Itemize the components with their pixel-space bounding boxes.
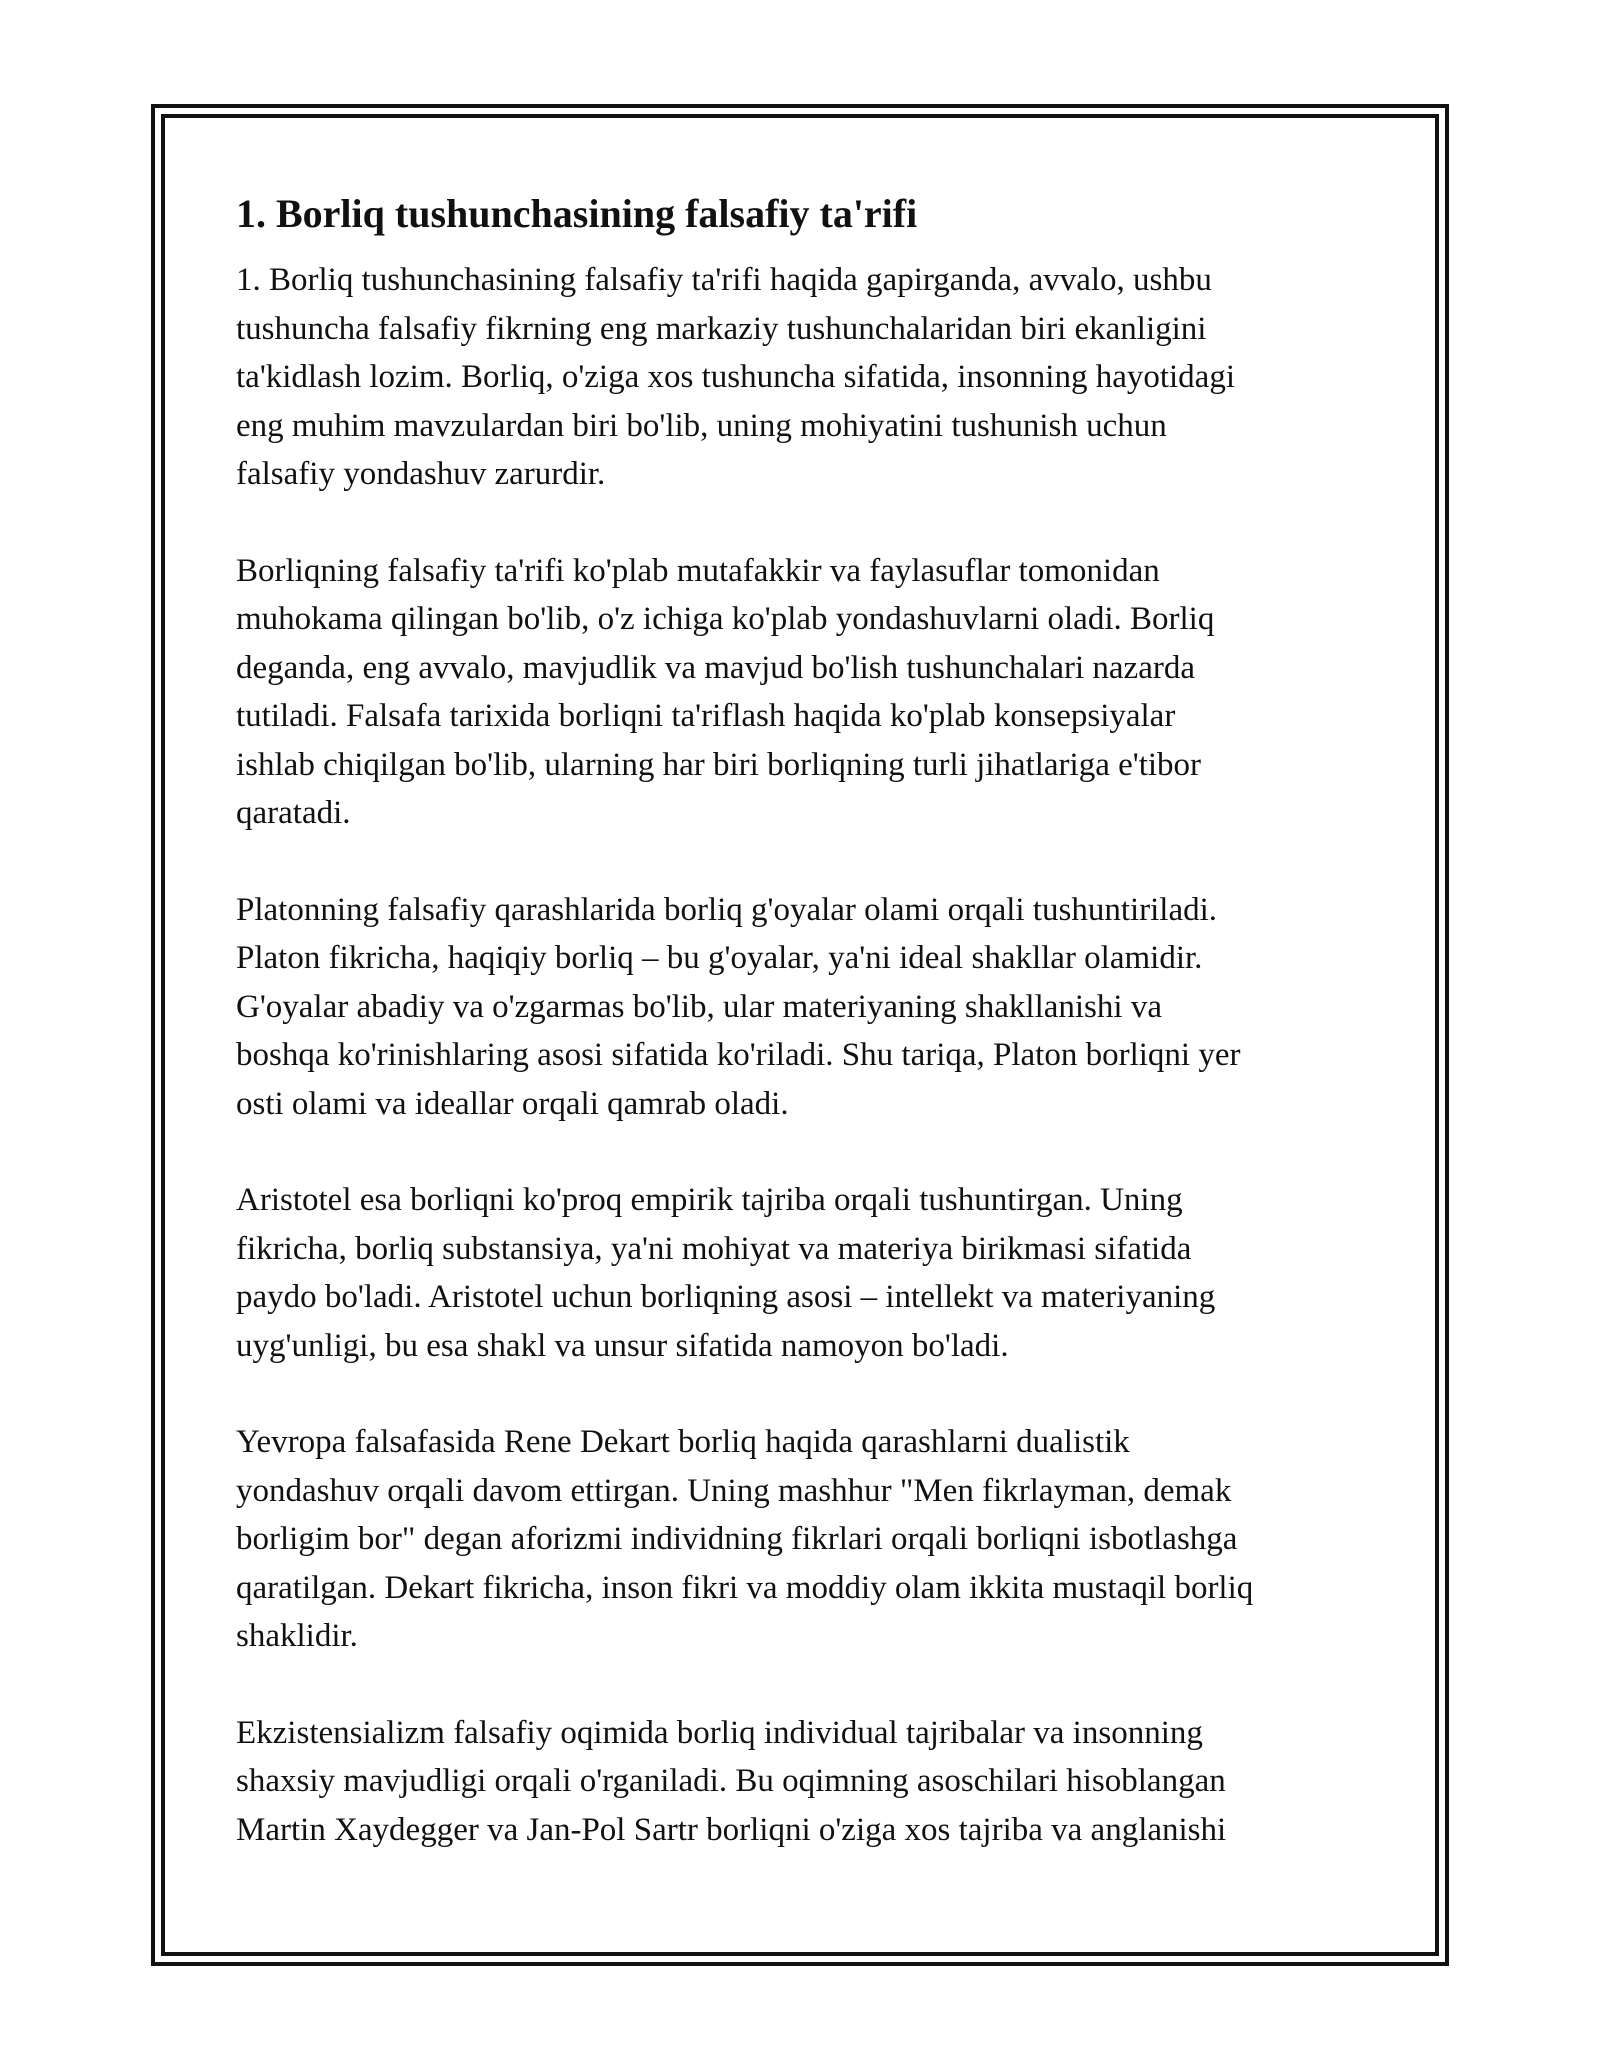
section-title: 1. Borliq tushunchasining falsafiy ta'rifi — [236, 191, 918, 236]
document-body — [236, 186, 1386, 1902]
paragraph-4: Aristotel esa borliqni ko'proq empirik tajriba orqali tushuntirgan. Uning fikricha, borliq substansiya, ya'ni mohiyat va materiya birikmasi sifatida paydo bo'ladi. Aristotel uchun borliqning asosi – intellekt va materiyaning uyg'unligi, bu esa shakl va unsur sifatida namoyon bo'ladi. — [236, 1182, 1216, 1364]
paragraph-2: Borliqning falsafiy ta'rifi ko'plab mutafakkir va faylasuflar tomonidan muhokama qilingan bo'lib, o'z ichiga ko'plab yondashuvlarni oladi. Borliq deganda, eng avvalo, mavjudlik va mavjud bo'lish tushunchalari nazarda tutiladi. Falsafa tarixida borliqni ta'riflash haqida ko'plab konsepsiyalar ishlab chiqilgan bo'lib, ularning har biri borliqning turli jihatlariga e'tibor qaratadi. — [236, 552, 1215, 831]
paragraph-3: Platonning falsafiy qarashlarida borliq g'oyalar olami orqali tushuntiriladi. Platon fikricha, haqiqiy borliq – bu g'oyalar, ya'ni ideal shakllar olamidir. G'oyalar abadiy va o'zgarmas bo'lib, ular materiyaning shakllanishi va boshqa ko'rinishlaring asosi sifatida ko'riladi. Shu tariqa, Platon borliqni yer osti olami va ideallar orqali qamrab oladi. — [236, 891, 1241, 1122]
paragraph-5: Yevropa falsafasida Rene Dekart borliq haqida qarashlarni dualistik yondashuv orqali davom ettirgan. Uning mashhur "Men fikrlayman, demak borligim bor" degan aforizmi individning fikrlari orqali borliqni isbotlashga qaratilgan. Dekart fikricha, inson fikri va moddiy olam ikkita mustaqil borliq shaklidir. — [236, 1424, 1254, 1654]
paragraph-1: 1. Borliq tushunchasining falsafiy ta'rifi haqida gapirganda, avvalo, ushbu tushuncha falsafiy fikrning eng markaziy tushunchalaridan biri ekanligini ta'kidlash lozim. Borliq, o'ziga xos tushuncha sifatida, insonning hayotidagi eng muhim mavzulardan biri bo'lib, uning mohiyatini tushunish uchun falsafiy yondashuv zarurdir. — [236, 262, 1235, 492]
paragraph-6: Ekzistensializm falsafiy oqimida borliq individual tajribalar va insonning shaxsiy mavjudligi orqali o'rganiladi. Bu oqimning asoschilari hisoblangan Martin Xaydegger va Jan-Pol Sartr borliqni o'ziga xos tajriba va anglanishi — [236, 1714, 1227, 1848]
